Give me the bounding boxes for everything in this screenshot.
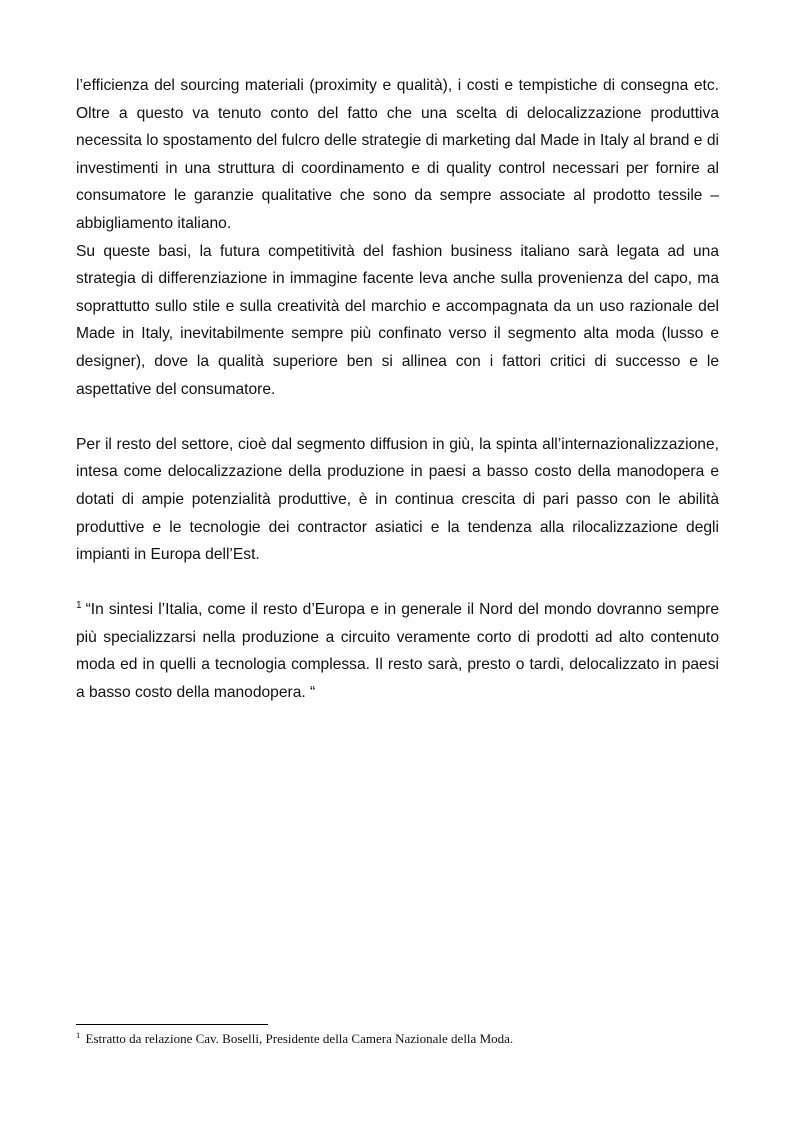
paragraph-competitiveness: Su queste basi, la futura competitività del fashion business italiano sarà legata ad una strategia di differenziazione in immagine facente leva anche sulla provenienza del capo, ma soprattutto sullo stile e sulla creatività del marchio e accompagnata da un uso razionale del Made in Italy, inevitabilmente sempre più confinato verso il segmento alta moda (lusso e designer), dove la qualità superiore ben si allinea con i fattori critici di successo e le aspettative del consumatore.: [76, 242, 719, 398]
footnote-reference[interactable]: 1: [76, 600, 82, 612]
footnote-marker: 1: [76, 1029, 81, 1040]
document-body: [76, 72, 719, 707]
paragraph-sourcing: l’efficienza del sourcing materiali (proximity e qualità), i costi e tempistiche di consegna etc. Oltre a questo va tenuto conto del fatto che una scelta di delocalizzazione produttiva necessita lo spostamento del fulcro delle strategie di marketing dal Made in Italy al brand e di investimenti in una struttura di coordinamento e di quality control necessari per fornire al consumatore le garanzie qualitative che sono da sempre associate al prodotto tessile – abbigliamento italiano.: [76, 77, 719, 232]
quote-paragraph: [76, 596, 719, 706]
paragraph-internationalization: Per il resto del settore, cioè dal segmento diffusion in giù, la spinta all’internazionalizzazione, intesa come delocalizzazione della produzione in paesi a basso costo della manodopera e dotati di ampie potenzialità produttive, è in continua crescita di pari passo con le abilità produttive e le tecnologie dei contractor asiatici e la tendenza alla rilocalizzazione degli impianti in Europa dell’Est.: [76, 435, 719, 564]
quote-text: “In sintesi l’Italia, come il resto d’Europa e in generale il Nord del mondo dovranno sempre più specializzarsi nella produzione a circuito veramente corto di prodotti ad alto contenuto moda ed in quelli a tecnologia complessa. Il resto sarà, presto o tardi, delocalizzato in paesi a basso costo della manodopera. “: [76, 601, 719, 702]
paragraph-spacer: [76, 569, 719, 597]
paragraph-spacer: [76, 403, 719, 431]
footnote-text: Estratto da relazione Cav. Boselli, Presidente della Camera Nazionale della Moda.: [85, 1031, 514, 1046]
footnote: [76, 1031, 719, 1047]
footnote-separator: [76, 1024, 268, 1025]
